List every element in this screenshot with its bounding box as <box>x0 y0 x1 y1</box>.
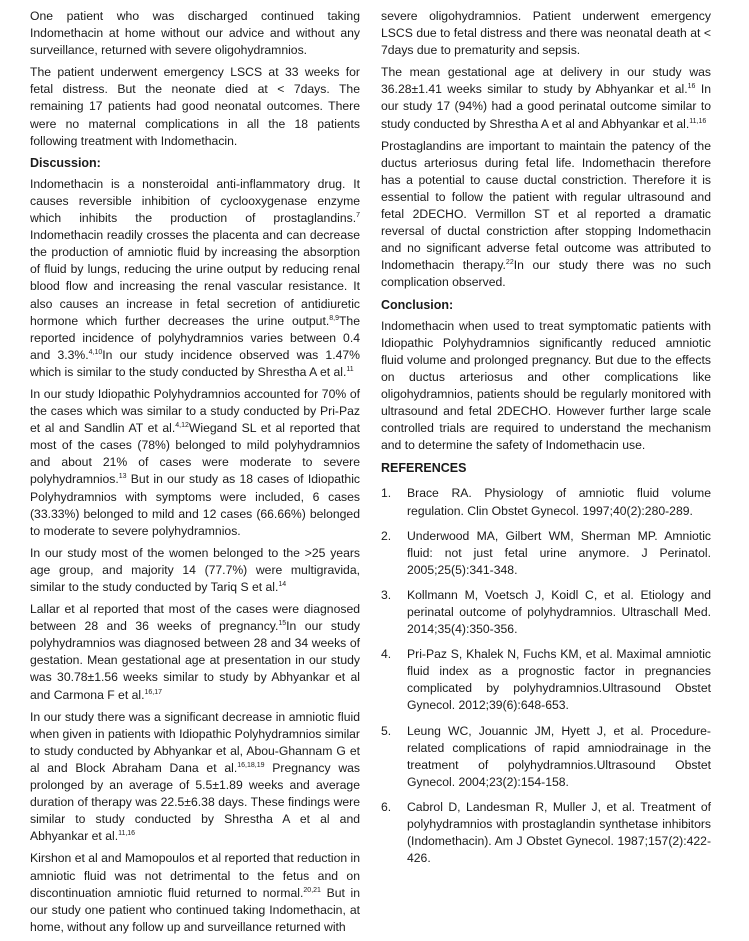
text-run: The mean gestational age at delivery in our study was 36.28±1.41 weeks similar to study by Abhyankar et al. <box>381 65 711 97</box>
citation: 20,21 <box>303 886 321 894</box>
paragraph: Indomethacin when used to treat symptomatic patients with Idiopathic Polyhydramnios significantly reduced amniotic fluid volume and prolonged pregnancy. But due to the effects on ductus arteriosus and other complications like oligohydramnios, patients should be regularly monitored with ultrasound and fetal 2DECHO. However further large scale controlled trials are required to understand the mechanism and to determine the safety of Indomethacin use. <box>381 318 711 453</box>
text-run: But in our study one patient who continued taking Indomethacin, at home, without any follow up and surveillance returned with <box>30 885 360 934</box>
reference-text: Pri-Paz S, Khalek N, Fuchs KM, et al. Maximal amniotic fluid index as a prognostic factor in pregnancies complicated by polyhydramnios.Ultrasound Obstet Gynecol. 2012;39(6):648-653. <box>407 647 711 713</box>
reference-item <box>381 799 711 867</box>
text-run: In our study there was a significant decrease in amniotic fluid when given in patients with Idiopathic Polyhydramnios similar to study conducted by Abhyankar et al, Abou-Ghannam G et al and Block Abraham Dana et al. <box>30 709 360 775</box>
paragraph <box>30 386 360 540</box>
text-run: In our study incidence observed was 1.47% which is similar to the study conducted by Shrestha A et al. <box>30 347 360 379</box>
text-run: In our study Idiopathic Polyhydramnios accounted for 70% of the cases which was similar to a study conducted by Pri-Paz et al and Sandlin AT et al. <box>30 386 360 436</box>
reference-list <box>381 485 711 867</box>
citation: 14 <box>278 581 287 588</box>
text-run: Wiegand SL et al reported that most of the cases (78%) belonged to mild polyhydramnios and about 21% of cases were moderate to severe polyhydramnios. <box>30 421 360 487</box>
text-run: Kirshon et al and Mamopoulos et al reported that reduction in amniotic fluid was not detrimental to the fetus and on discontinuation amniotic fluid returned to normal. <box>30 851 360 900</box>
reference-number: 1. <box>381 486 392 501</box>
paragraph: One patient who was discharged continued taking Indomethacin at home without our advice and without any surveillance, returned with severe oligohydramnios. <box>30 9 360 58</box>
paragraph <box>30 709 360 846</box>
text-run: Prostaglandins are important to maintain the patency of the ductus arteriosus during fetal life. Indomethacin therefore has a potential to cause ductal constriction. Therefore it is essential to follow the patient with regular ultrasound and fetal 2DECHO. Vermillon ST et al reported a dramatic reversal of ductal constriction after stopping Indomethacin and no significant adverse fetal outcome was attributed to Indomethacin therapy. <box>381 138 711 273</box>
text-run: Lallar et al reported that most of the cases were diagnosed between 28 and 36 weeks of pregnancy. <box>30 602 360 634</box>
reference-text: Leung WC, Jouannic JM, Hyett J, et al. Procedure-related complications of rapid amniodrainage in the treatment of polyhydramnios.Ultrasound Obstet Gynecol. 2004;23(2):154-158. <box>407 723 711 789</box>
text-run: But in our study as 18 cases of Idiopathic Polyhydramnios with symptoms were included, 6 cases (33.33%) belonged to mild and 12 cases (66.66%) belonged to moderate to severe polyhydramnios. <box>30 472 360 538</box>
paragraph <box>381 64 711 132</box>
citation: 13 <box>118 473 127 481</box>
citation: 4,10 <box>88 348 103 356</box>
paragraph <box>30 601 360 704</box>
text-run: In our study 17 (94%) had a good perinatal outcome similar to study conducted by Shrestha A et al and Abhyankar et al. <box>381 82 711 131</box>
reference-text: Cabrol D, Landesman R, Muller J, et al. Treatment of polyhydramnios with prostaglandin synthetase inhibitors (Indomethacin). Am J Obstet Gynecol. 1987;157(2):422-426. <box>407 799 711 866</box>
reference-text: Kollmann M, Voetsch J, Koidl C, et al. Etiology and perinatal outcome of polyhydramnios. Ultraschall Med. 2014;35(4):350-356. <box>407 587 711 637</box>
paragraph <box>30 545 360 596</box>
text-run: Indomethacin is a nonsteroidal anti-inflammatory drug. It causes reversible inhibition of cyclooxygenase enzyme which inhibits the production of prostaglandins. <box>30 176 360 226</box>
citation: 4,12 <box>175 422 189 430</box>
reference-number: 6. <box>381 799 392 814</box>
right-column <box>381 8 711 875</box>
paragraph <box>381 138 711 292</box>
reference-text: Underwood MA, Gilbert WM, Sherman MP. Amniotic fluid: not just fetal urine anymore. J Perinatol. 2005;25(5):341-348. <box>407 528 711 577</box>
citation: 22 <box>505 259 514 267</box>
text-run: The reported incidence of polyhydramnios varies between 0.4 and 3.3%. <box>30 313 360 362</box>
citation: 11,16 <box>118 830 136 838</box>
text-run: Indomethacin readily crosses the placenta and can decrease the production of amniotic fluid by increasing the absorption of fluid by lungs, reducing the urine output by reducing renal blood flow and increasing the renal vascular resistance. It also causes an increase in fetal secretion of antidiuretic hormone which further decreases the urine output. <box>30 228 360 328</box>
reference-number: 5. <box>381 723 392 738</box>
reference-item <box>381 528 711 579</box>
left-column <box>30 8 360 941</box>
reference-number: 3. <box>381 587 392 602</box>
section-heading-discussion: Discussion: <box>30 155 101 170</box>
reference-number: 2. <box>381 528 392 543</box>
text-run: In our study there was no such complication observed. <box>381 258 711 290</box>
text-run: Pregnancy was prolonged by an average of 5.5±1.89 weeks and average duration of therapy was 22.5±6.38 days. These findings were similar to study conducted by Shrestha A et al and Abhyankar et al. <box>30 760 360 844</box>
citation: 16 <box>687 83 696 91</box>
reference-item <box>381 587 711 638</box>
citation: 16,18,19 <box>237 761 265 769</box>
reference-item <box>381 646 711 714</box>
references-heading: REFERENCES <box>381 461 467 476</box>
paragraph: severe oligohydramnios. Patient underwent emergency LSCS due to fetal distress and there was neonatal death at < 7days due to prematurity and sepsis. <box>381 9 711 58</box>
reference-item <box>381 485 711 519</box>
citation: 11 <box>346 365 354 373</box>
citation: 11,16 <box>689 117 707 125</box>
citation: 8,9 <box>329 314 339 322</box>
reference-number: 4. <box>381 647 392 662</box>
text-run: In our study polyhydramnios was diagnosed between 28 and 34 weeks of gestation. Mean gestational age at presentation in our study was 30.78±1.56 weeks similar to study by Abhyankar et al and Carmona F et al. <box>30 619 360 702</box>
citation: 15 <box>278 620 287 628</box>
text-run: In our study most of the women belonged to the >25 years age group, and majority 14 (77.7%) were multigravida, similar to the study conducted by Tariq S et al. <box>30 545 360 594</box>
citation: 7 <box>356 212 360 220</box>
citation: 16,17 <box>144 688 163 696</box>
paragraph <box>30 850 360 935</box>
reference-text: Brace RA. Physiology of amniotic fluid volume regulation. Clin Obstet Gynecol. 1997;40(2):280-289. <box>407 486 711 518</box>
section-heading-conclusion: Conclusion: <box>381 297 454 312</box>
paragraph: The patient underwent emergency LSCS at 33 weeks for fetal distress. But the neonate died at < 7days. The remaining 17 patients had good neonatal outcomes. There were no maternal complications in all the 18 patients following treatment with Indomethacin. <box>30 65 360 148</box>
paragraph <box>30 176 360 381</box>
reference-item <box>381 723 711 791</box>
